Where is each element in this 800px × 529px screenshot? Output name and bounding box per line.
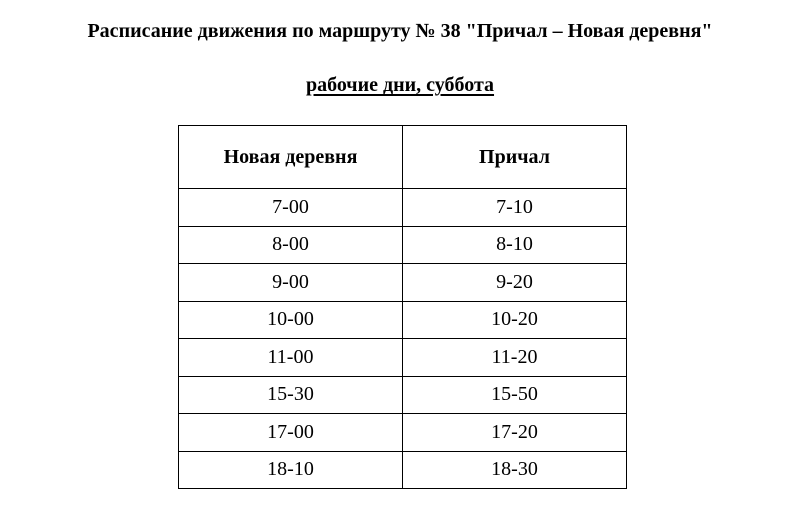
schedule-table [178,125,627,489]
departure-time-novaya-derevnya: 17-00 [179,414,403,452]
departure-time-prichal: 15-50 [403,376,627,414]
departure-time-prichal: 7-10 [403,189,627,227]
table-row [179,189,627,227]
schedule-days-subtitle: рабочие дни, суббота [305,74,495,96]
departure-time-prichal: 10-20 [403,301,627,339]
table-header-row [179,126,627,189]
page-title: Расписание движения по маршруту № 38 "Причал – Новая деревня" [87,20,713,42]
departure-time-novaya-derevnya: 9-00 [179,264,403,302]
table-row [179,339,627,377]
departure-time-prichal: 8-10 [403,226,627,264]
departure-time-novaya-derevnya: 18-10 [179,451,403,489]
departure-time-novaya-derevnya: 11-00 [179,339,403,377]
departure-time-prichal: 17-20 [403,414,627,452]
table-row [179,414,627,452]
column-header-prichal: Причал [403,126,627,189]
departure-time-prichal: 18-30 [403,451,627,489]
table-row [179,226,627,264]
departure-time-prichal: 9-20 [403,264,627,302]
departure-time-novaya-derevnya: 10-00 [179,301,403,339]
departure-time-prichal: 11-20 [403,339,627,377]
departure-time-novaya-derevnya: 7-00 [179,189,403,227]
table-row [179,264,627,302]
table-row [179,376,627,414]
departure-time-novaya-derevnya: 15-30 [179,376,403,414]
departure-time-novaya-derevnya: 8-00 [179,226,403,264]
table-row [179,451,627,489]
column-header-novaya-derevnya: Новая деревня [179,126,403,189]
table-row [179,301,627,339]
